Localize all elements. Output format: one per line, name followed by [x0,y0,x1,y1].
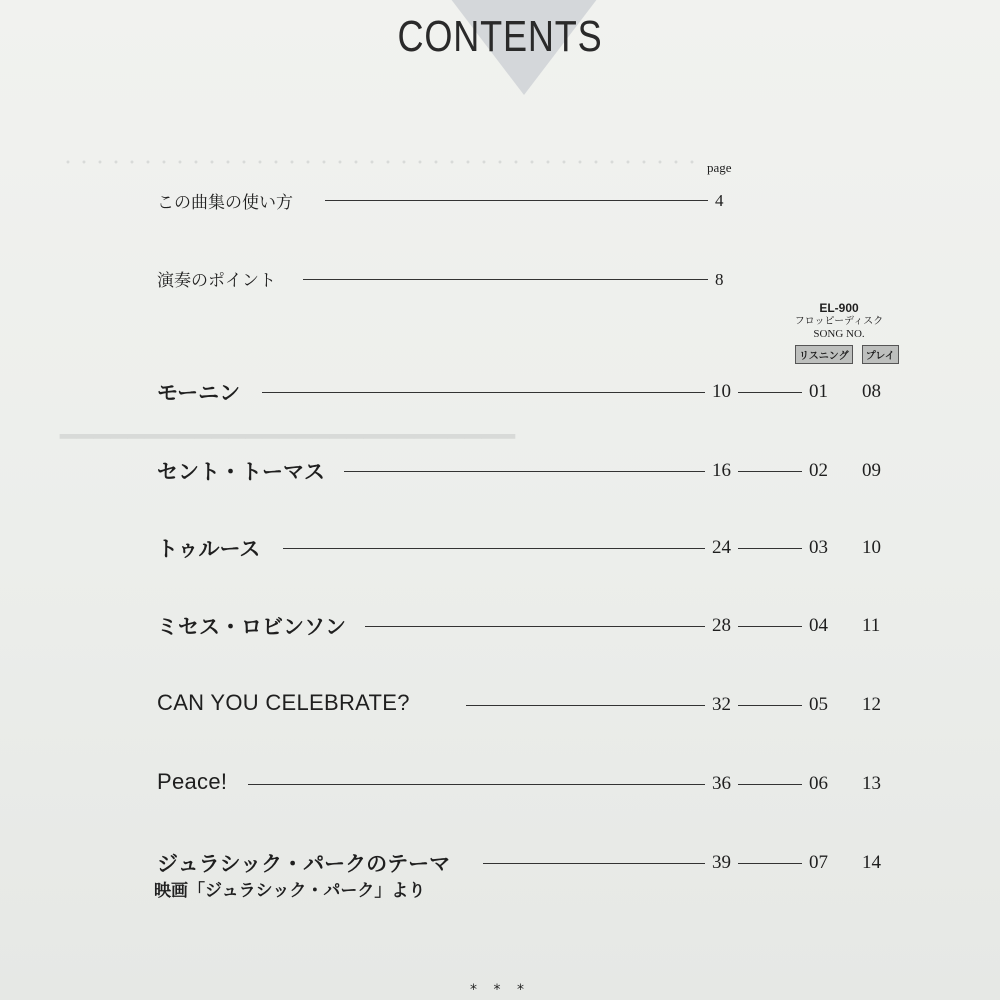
toc-entry-song-2[interactable] [0,456,1000,486]
toc-page-number: 4 [715,191,724,210]
song-title: セント・トーマス [157,460,325,484]
listening-song-no: 06 [809,773,828,794]
leader-line [262,392,705,393]
leader-line-2 [738,863,802,864]
leader-line [365,626,705,627]
leader-line-2 [738,784,802,785]
toc-entry-song-1[interactable] [0,377,1000,407]
song-page-number: 28 [712,615,731,636]
leader-line-2 [738,626,802,627]
toc-entry-intro-1[interactable] [0,188,1000,218]
toc-entry-label: この曲集の使い方 [157,193,293,213]
listening-tag: リスニング [795,345,853,364]
song-page-number: 16 [712,460,731,481]
listening-song-no: 07 [809,852,828,873]
leader-line [283,548,705,549]
leader-line [325,200,708,201]
leader-line [466,705,705,706]
play-song-no: 08 [862,381,881,402]
song-page-number: 39 [712,852,731,873]
play-song-no: 14 [862,852,881,873]
leader-line [344,471,705,472]
page-column-header: page [707,160,732,175]
bleed-through-heading: ━━━━━━━━━━━━━━━━━━━━━━━━━━━ [60,420,516,453]
toc-page-number: 8 [715,270,724,289]
song-subtitle: 映画「ジュラシック・パーク」より [154,881,426,901]
leader-line [483,863,705,864]
song-page-number: 32 [712,694,731,715]
play-song-no: 10 [862,537,881,558]
song-title: CAN YOU CELEBRATE? [157,690,410,715]
song-page-number: 36 [712,773,731,794]
leader-line-2 [738,548,802,549]
listening-song-no: 01 [809,381,828,402]
toc-entry-song-3[interactable] [0,533,1000,563]
toc-entry-song-4[interactable] [0,611,1000,641]
leader-line-2 [738,705,802,706]
toc-entry-label: 演奏のポイント [157,271,276,291]
model-label: EL-900 [819,301,859,315]
song-title: モーニン [157,381,241,405]
song-title: トゥルース [157,537,261,561]
leader-line-2 [738,392,802,393]
play-song-no: 11 [862,615,881,636]
leader-line-2 [738,471,802,472]
floppy-label: フロッピーディスク [794,316,884,327]
play-song-no: 12 [862,694,881,715]
song-title: ミセス・ロビンソン [157,615,346,639]
play-song-no: 09 [862,460,881,481]
toc-entry-song-6[interactable] [0,769,1000,799]
play-tag: プレイ [862,345,899,364]
bleed-through-text: ・・・・・・・・・・・・・・・・・・・・・・・・・・・・・・・・・・・・・・・・ [60,153,701,172]
listening-song-no: 04 [809,615,828,636]
page-title: CONTENTS [397,12,603,61]
listening-song-no: 03 [809,537,828,558]
leader-line [303,279,708,280]
song-no-label: SONG NO. [813,328,865,340]
song-page-number: 24 [712,537,731,558]
toc-entry-intro-2[interactable] [0,266,1000,296]
listening-song-no: 05 [809,694,828,715]
column-tags [795,344,903,364]
song-page-number: 10 [712,381,731,402]
footer-ornament: * * * [470,982,530,998]
leader-line [248,784,705,785]
play-song-no: 13 [862,773,881,794]
toc-entry-song-5[interactable] [0,690,1000,720]
toc-entry-song-7[interactable] [0,848,1000,878]
el900-column-header [780,302,898,341]
song-title: ジュラシック・パークのテーマ [157,852,451,876]
listening-song-no: 02 [809,460,828,481]
song-title: Peace! [157,769,228,794]
